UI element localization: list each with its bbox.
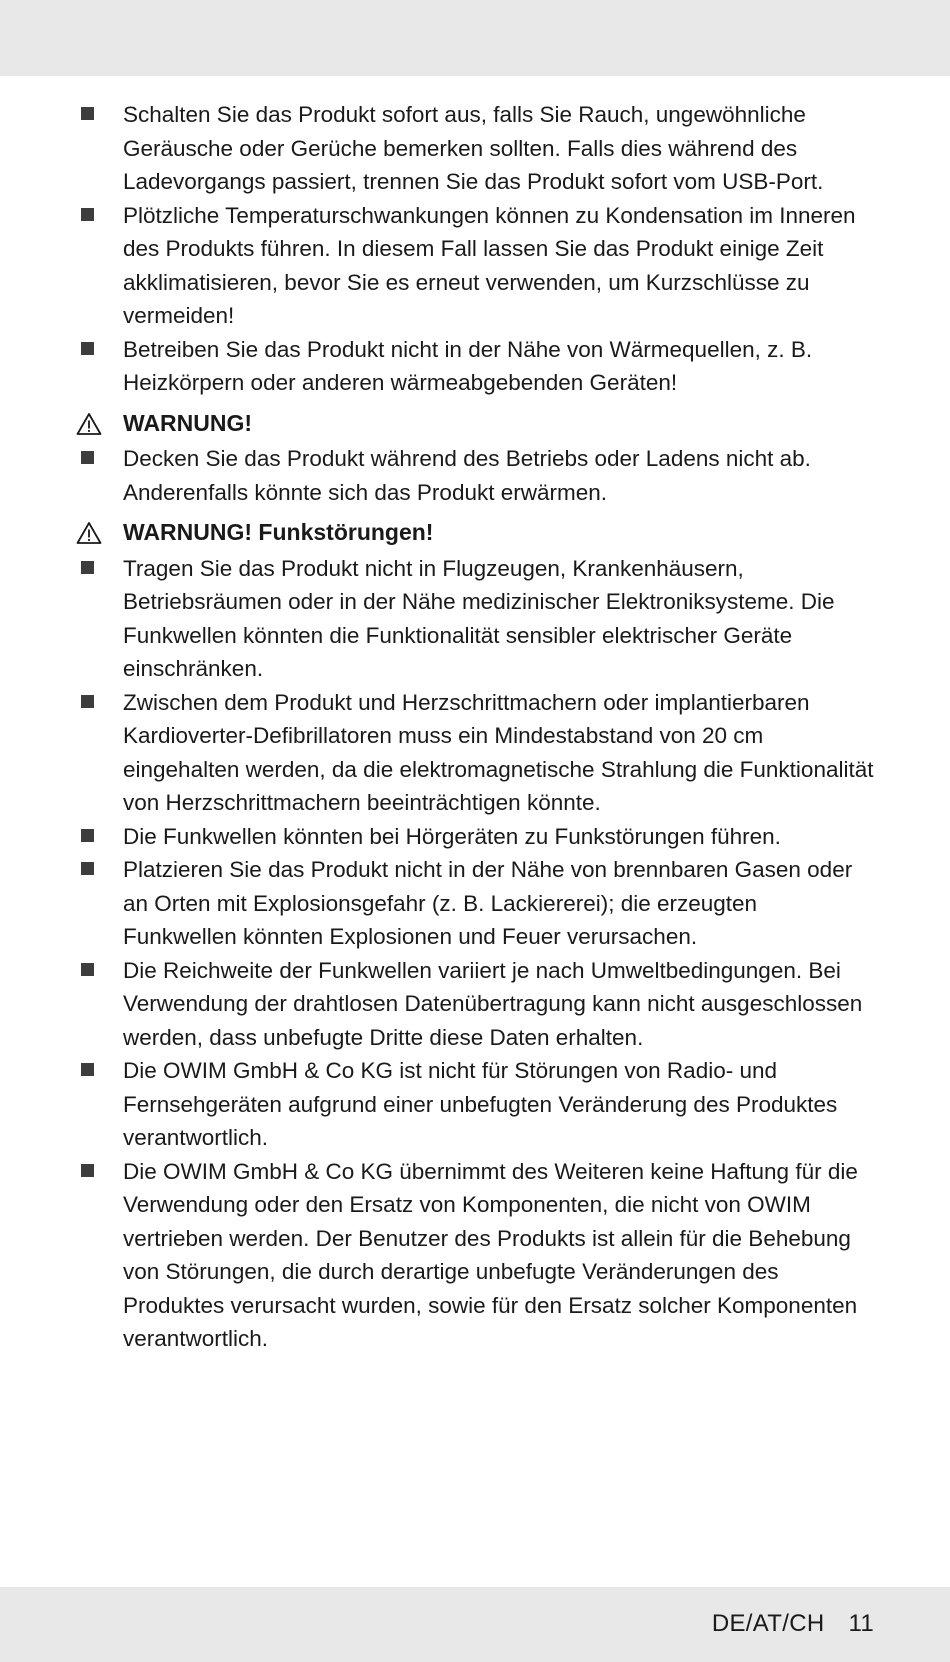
square-bullet-icon [81, 451, 94, 464]
list-item [76, 1054, 876, 1155]
list-item-text: Die Funkwellen könnten bei Hörgeräten zu Funkstörungen führen. [123, 823, 781, 849]
list-item-text: Decken Sie das Produkt während des Betriebs oder Ladens nicht ab. Anderenfalls könnte sich das Produkt erwärmen. [123, 446, 811, 505]
list-item [76, 1155, 876, 1356]
square-bullet-icon [81, 963, 94, 976]
warning-heading-text: WARNUNG! [123, 409, 253, 436]
list-item [76, 98, 876, 199]
warning-heading-text: WARNUNG! Funkstörungen! [123, 519, 434, 545]
warning-heading [76, 407, 876, 441]
page-footer [712, 1610, 874, 1638]
square-bullet-icon [81, 342, 94, 355]
section-general [76, 98, 876, 400]
warning-heading [76, 516, 876, 550]
list-item [76, 199, 876, 333]
list-item-text: Schalten Sie das Produkt sofort aus, falls Sie Rauch, ungewöhnliche Geräusche oder Gerüche bemerken sollten. Falls dies während des Ladevorgangs passiert, trennen Sie das Produkt sofort vom USB-Port. [123, 102, 824, 194]
warning-triangle-icon [76, 521, 102, 545]
top-band [0, 0, 950, 76]
list-item-text: Tragen Sie das Produkt nicht in Flugzeugen, Krankenhäusern, Betriebsräumen oder in der Nähe medizinischer Elektroniksysteme. Die Funkwellen könnten die Funktionalität sensibler elektrischer Geräte einschränken. [123, 555, 835, 681]
warning-triangle-icon [76, 412, 102, 436]
list-item [76, 552, 876, 686]
section-warning [76, 407, 876, 510]
list-item [76, 954, 876, 1055]
list-item-text: Die OWIM GmbH & Co KG übernimmt des Weiteren keine Haftung für die Verwendung oder den Ersatz von Komponenten, die nicht von OWIM vertrieben werden. Der Benutzer des Produkts ist allein für die Behebung von Störungen, die durch derartige unbefugte Veränderungen des Produktes verursacht wurden, sowie für den Ersatz solcher Komponenten verantwortlich. [123, 1158, 858, 1351]
list-item-text: Platzieren Sie das Produkt nicht in der Nähe von brennbaren Gasen oder an Orten mit Explosionsgefahr (z. B. Lackiererei); die erzeugten Funkwellen könnten Explosionen und Feuer verursachen. [123, 857, 853, 949]
list-item-text: Zwischen dem Produkt und Herzschrittmachern oder implantierbaren Kardioverter-Defibrillatoren muss ein Mindestabstand von 20 cm eingehalten werden, da die elektromagnetische Strahlung die Funktionalität von Herzschrittmachern beeinträchtigen könnte. [123, 689, 874, 815]
page-content [76, 98, 876, 1356]
square-bullet-icon [81, 1063, 94, 1076]
square-bullet-icon [81, 208, 94, 221]
section-radio-interference [76, 516, 876, 1356]
square-bullet-icon [81, 107, 94, 120]
square-bullet-icon [81, 1164, 94, 1177]
square-bullet-icon [81, 695, 94, 708]
list-item [76, 686, 876, 820]
list-item [76, 333, 876, 400]
list-item [76, 442, 876, 509]
list-item [76, 820, 876, 854]
square-bullet-icon [81, 862, 94, 875]
list-item [76, 853, 876, 954]
list-item-text: Betreiben Sie das Produkt nicht in der Nähe von Wärmequellen, z. B. Heizkörpern oder anderen wärmeabgebenden Geräten! [123, 336, 813, 395]
footer-region: DE/AT/CH [711, 1610, 825, 1637]
list-item-text: Die Reichweite der Funkwellen variiert je nach Umweltbedingungen. Bei Verwendung der drahtlosen Datenübertragung kann nicht ausgeschlossen werden, dass unbefugte Dritte diese Daten erhalten. [123, 957, 863, 1050]
square-bullet-icon [81, 561, 94, 574]
square-bullet-icon [81, 829, 94, 842]
page-number: 11 [848, 1610, 874, 1637]
list-item-text: Die OWIM GmbH & Co KG ist nicht für Störungen von Radio- und Fernsehgeräten aufgrund einer unbefugten Veränderung des Produktes verantwortlich. [123, 1058, 838, 1150]
list-item-text: Plötzliche Temperaturschwankungen können zu Kondensation im Inneren des Produkts führen. In diesem Fall lassen Sie das Produkt einige Zeit akklimatisieren, bevor Sie es erneut verwenden, um Kurzschlüsse zu vermeiden! [123, 202, 856, 328]
